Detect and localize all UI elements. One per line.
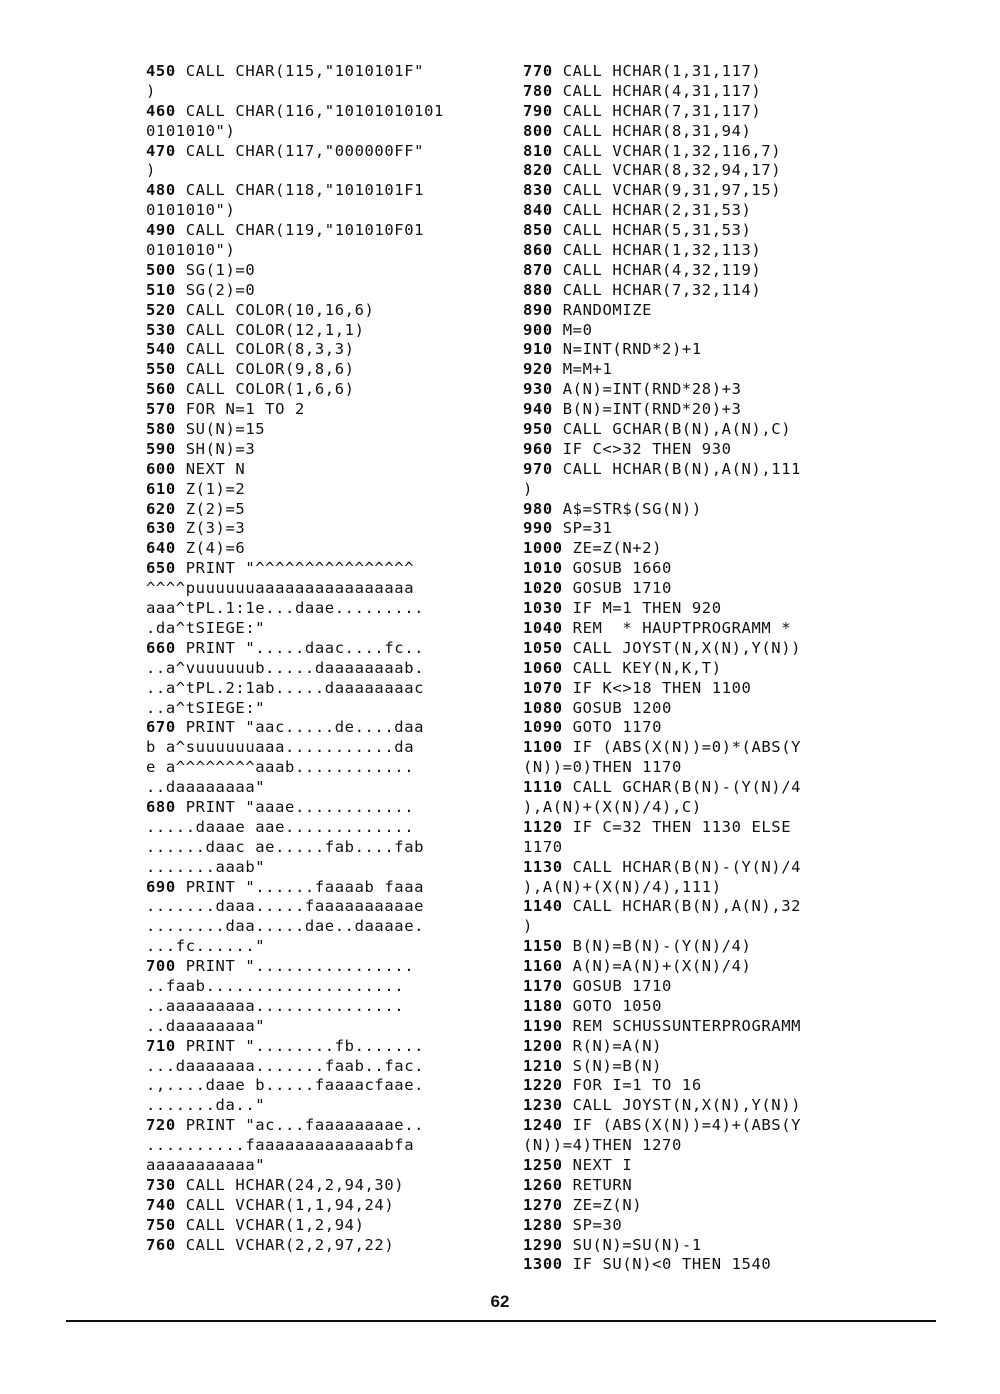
line-number: 640 (146, 539, 176, 558)
code-line: 1170 (523, 837, 563, 856)
statement: SH(N)=3 (175, 439, 256, 458)
code-line (523, 321, 801, 341)
statement: SU(N)=SU(N)-1 (562, 1235, 702, 1254)
line-number: 560 (146, 380, 176, 399)
code-line (523, 679, 801, 699)
code-line (523, 440, 801, 460)
statement: FOR N=1 TO 2 (175, 400, 305, 419)
code-line (523, 977, 801, 997)
code-line (146, 1116, 444, 1136)
line-number: 500 (146, 260, 176, 279)
statement: IF (ABS(X(N))=4)+(ABS(Y (562, 1116, 802, 1135)
statement: N=INT(RND*2)+1 (552, 340, 702, 359)
code-line (523, 639, 801, 659)
code-line (523, 559, 801, 579)
code-line (146, 559, 444, 579)
code-line: ..........faaaaaaaaaaaaabfa (146, 1136, 415, 1155)
statement: IF C<>32 THEN 930 (552, 439, 732, 458)
code-line: ) (146, 161, 156, 180)
line-number: 1040 (523, 618, 563, 637)
code-line: ) (523, 479, 533, 498)
line-number: 710 (146, 1036, 176, 1055)
code-line (146, 281, 444, 301)
line-number: 1220 (523, 1076, 563, 1095)
code-line: b a^suuuuuuaaa...........da (146, 738, 415, 757)
line-number: 980 (523, 499, 553, 518)
code-line: ..a^vuuuuuub.....daaaaaaaab. (146, 658, 425, 677)
statement: CALL HCHAR(2,31,53) (552, 201, 752, 220)
statement: NEXT I (562, 1155, 633, 1174)
line-number: 1120 (523, 817, 563, 836)
code-line (523, 818, 801, 838)
code-line (146, 639, 444, 659)
line-number: 590 (146, 439, 176, 458)
line-number: 1290 (523, 1235, 563, 1254)
code-line (146, 1216, 444, 1236)
code-line: ),A(N)+(X(N)/4),111) (523, 877, 722, 896)
code-line (146, 301, 444, 321)
code-line (146, 878, 444, 898)
statement: PRINT "^^^^^^^^^^^^^^^^ (175, 559, 415, 578)
line-number: 760 (146, 1235, 176, 1254)
code-line (146, 1236, 444, 1256)
code-line (523, 360, 801, 380)
line-number: 1160 (523, 957, 563, 976)
line-number: 690 (146, 877, 176, 896)
statement: SU(N)=15 (175, 420, 266, 439)
code-line (523, 699, 801, 719)
statement: CALL VCHAR(1,32,116,7) (552, 141, 782, 160)
code-line (146, 440, 444, 460)
line-number: 470 (146, 141, 176, 160)
line-number: 610 (146, 479, 176, 498)
code-line (523, 142, 801, 162)
code-line (523, 102, 801, 122)
statement: PRINT "aaae............ (175, 797, 415, 816)
code-line (523, 957, 801, 977)
statement: IF C=32 THEN 1130 ELSE (562, 817, 792, 836)
code-line (146, 1196, 444, 1216)
line-number: 890 (523, 300, 553, 319)
statement: RANDOMIZE (552, 300, 653, 319)
line-number: 520 (146, 300, 176, 319)
line-number: 1140 (523, 897, 563, 916)
statement: CALL CHAR(118,"1010101F1 (175, 181, 425, 200)
code-line (523, 1116, 801, 1136)
line-number: 1130 (523, 857, 563, 876)
line-number: 1170 (523, 976, 563, 995)
statement: B(N)=B(N)-(Y(N)/4) (562, 937, 752, 956)
code-line (146, 539, 444, 559)
code-line (146, 718, 444, 738)
line-number: 1090 (523, 718, 563, 737)
line-number: 650 (146, 559, 176, 578)
code-line (146, 460, 444, 480)
statement: IF (ABS(X(N))=0)*(ABS(Y (562, 738, 802, 757)
statement: GOSUB 1710 (562, 976, 672, 995)
statement: CALL HCHAR(4,31,117) (552, 81, 762, 100)
statement: CALL HCHAR(7,31,117) (552, 101, 762, 120)
statement: CALL COLOR(12,1,1) (175, 320, 365, 339)
statement: SP=31 (552, 519, 613, 538)
code-line (523, 937, 801, 957)
line-number: 940 (523, 400, 553, 419)
statement: CALL HCHAR(B(N)-(Y(N)/4 (562, 857, 802, 876)
code-line (146, 957, 444, 977)
line-number: 1110 (523, 778, 563, 797)
statement: CALL GCHAR(B(N),A(N),C) (552, 420, 792, 439)
line-number: 880 (523, 280, 553, 299)
line-number: 680 (146, 797, 176, 816)
statement: IF SU(N)<0 THEN 1540 (562, 1255, 772, 1274)
statement: GOSUB 1200 (562, 698, 672, 717)
statement: A(N)=A(N)+(X(N)/4) (562, 957, 752, 976)
code-line: .......daaa.....faaaaaaaaaae (146, 897, 425, 916)
line-number: 530 (146, 320, 176, 339)
line-number: 1050 (523, 638, 563, 657)
code-line (523, 1057, 801, 1077)
statement: IF K<>18 THEN 1100 (562, 678, 752, 697)
line-number: 1010 (523, 559, 563, 578)
statement: PRINT "aac.....de....daa (175, 718, 425, 737)
statement: PRINT "ac...faaaaaaaae.. (175, 1116, 425, 1135)
line-number: 1000 (523, 539, 563, 558)
statement: M=M+1 (552, 360, 613, 379)
statement: CALL VCHAR(2,2,97,22) (175, 1235, 395, 1254)
statement: PRINT "......faaaab faaa (175, 877, 425, 896)
code-line (523, 1037, 801, 1057)
code-line: ..faab.................... (146, 976, 405, 995)
code-line (146, 62, 444, 82)
code-line (523, 1176, 801, 1196)
statement: SG(1)=0 (175, 260, 256, 279)
code-line: 0101010") (146, 241, 236, 260)
line-number: 480 (146, 181, 176, 200)
line-number: 1240 (523, 1116, 563, 1135)
code-line (523, 181, 801, 201)
statement: CALL VCHAR(1,1,94,24) (175, 1195, 395, 1214)
line-number: 550 (146, 360, 176, 379)
line-number: 920 (523, 360, 553, 379)
statement: CALL HCHAR(4,32,119) (552, 260, 762, 279)
line-number: 970 (523, 459, 553, 478)
statement: CALL JOYST(N,X(N),Y(N)) (562, 638, 802, 657)
line-number: 660 (146, 638, 176, 657)
code-line: .da^tSIEGE:" (146, 618, 266, 637)
code-line (146, 380, 444, 400)
code-line (523, 82, 801, 102)
statement: NEXT N (175, 459, 246, 478)
line-number: 1190 (523, 1016, 563, 1035)
line-number: 1150 (523, 937, 563, 956)
line-number: 1180 (523, 996, 563, 1015)
code-line (523, 261, 801, 281)
line-number: 930 (523, 380, 553, 399)
line-number: 900 (523, 320, 553, 339)
line-number: 850 (523, 221, 553, 240)
code-line (146, 1037, 444, 1057)
code-line: ) (523, 917, 533, 936)
line-number: 670 (146, 718, 176, 737)
line-number: 830 (523, 181, 553, 200)
code-line: e a^^^^^^^^aaab............ (146, 758, 415, 777)
line-number: 1020 (523, 579, 563, 598)
code-line: ..aaaaaaaaa............... (146, 996, 405, 1015)
statement: CALL HCHAR(B(N),A(N),111 (552, 459, 802, 478)
line-number: 770 (523, 62, 553, 80)
code-line: .......aaab" (146, 857, 266, 876)
line-number: 1200 (523, 1036, 563, 1055)
code-line (146, 1176, 444, 1196)
statement: GOSUB 1660 (562, 559, 672, 578)
line-number: 990 (523, 519, 553, 538)
statement: CALL COLOR(8,3,3) (175, 340, 355, 359)
code-column-right (523, 62, 801, 1275)
statement: CALL GCHAR(B(N)-(Y(N)/4 (562, 778, 802, 797)
statement: Z(2)=5 (175, 499, 246, 518)
statement: CALL HCHAR(1,31,117) (552, 62, 762, 80)
code-line (523, 281, 801, 301)
line-number: 460 (146, 101, 176, 120)
code-line (523, 221, 801, 241)
statement: CALL CHAR(119,"101010F01 (175, 221, 425, 240)
line-number: 1100 (523, 738, 563, 757)
line-number: 790 (523, 101, 553, 120)
statement: CALL KEY(N,K,T) (562, 658, 722, 677)
statement: PRINT "........fb....... (175, 1036, 425, 1055)
line-number: 1300 (523, 1255, 563, 1274)
statement: S(N)=B(N) (562, 1056, 663, 1075)
code-line (523, 301, 801, 321)
line-number: 730 (146, 1175, 176, 1194)
footer-rule (66, 1320, 936, 1322)
statement: Z(4)=6 (175, 539, 246, 558)
code-line: ) (146, 81, 156, 100)
statement: IF M=1 THEN 920 (562, 599, 722, 618)
statement: CALL CHAR(115,"1010101F" (175, 62, 425, 80)
line-number: 1280 (523, 1215, 563, 1234)
code-line: ...fc......" (146, 937, 266, 956)
line-number: 1260 (523, 1175, 563, 1194)
line-number: 1060 (523, 658, 563, 677)
code-line (523, 460, 801, 480)
line-number: 580 (146, 420, 176, 439)
code-line: .,....daae b.....faaaacfaae. (146, 1076, 425, 1095)
code-line (523, 161, 801, 181)
line-number: 540 (146, 340, 176, 359)
line-number: 960 (523, 439, 553, 458)
line-number: 800 (523, 121, 553, 140)
code-line (523, 420, 801, 440)
statement: CALL HCHAR(7,32,114) (552, 280, 762, 299)
code-line: (N))=4)THEN 1270 (523, 1136, 682, 1155)
statement: CALL HCHAR(24,2,94,30) (175, 1175, 405, 1194)
statement: Z(3)=3 (175, 519, 246, 538)
line-number: 1270 (523, 1195, 563, 1214)
statement: GOSUB 1710 (562, 579, 672, 598)
statement: CALL VCHAR(9,31,97,15) (552, 181, 782, 200)
code-line (523, 997, 801, 1017)
statement: REM SCHUSSUNTERPROGRAMM (562, 1016, 802, 1035)
line-number: 820 (523, 161, 553, 180)
statement: FOR I=1 TO 16 (562, 1076, 702, 1095)
code-column-left (146, 62, 444, 1255)
code-line (523, 1196, 801, 1216)
code-line: (N))=0)THEN 1170 (523, 758, 682, 777)
line-number: 490 (146, 221, 176, 240)
line-number: 720 (146, 1116, 176, 1135)
line-number: 510 (146, 280, 176, 299)
code-line: aaaaaaaaaaa" (146, 1155, 266, 1174)
line-number: 740 (146, 1195, 176, 1214)
code-line (146, 519, 444, 539)
line-number: 620 (146, 499, 176, 518)
code-line (523, 1236, 801, 1256)
statement: CALL CHAR(117,"000000FF" (175, 141, 425, 160)
code-line (523, 599, 801, 619)
line-number: 780 (523, 81, 553, 100)
code-line: 0101010") (146, 121, 236, 140)
line-number: 950 (523, 420, 553, 439)
line-number: 840 (523, 201, 553, 220)
code-line: aaa^tPL.1:1e...daae......... (146, 599, 425, 618)
line-number: 870 (523, 260, 553, 279)
statement: ZE=Z(N) (562, 1195, 643, 1214)
code-line: ...daaaaaaa.......faab..fac. (146, 1056, 425, 1075)
statement: CALL JOYST(N,X(N),Y(N)) (562, 1096, 802, 1115)
code-line: ^^^^puuuuuuaaaaaaaaaaaaaaaa (146, 579, 415, 598)
line-number: 1210 (523, 1056, 563, 1075)
code-line (146, 102, 444, 122)
code-line: ..daaaaaaaa" (146, 778, 266, 797)
code-line (523, 858, 801, 878)
code-line (146, 321, 444, 341)
line-number: 630 (146, 519, 176, 538)
line-number: 1250 (523, 1155, 563, 1174)
statement: CALL VCHAR(1,2,94) (175, 1215, 365, 1234)
code-line (523, 62, 801, 82)
line-number: 1080 (523, 698, 563, 717)
statement: CALL HCHAR(B(N),A(N),32 (562, 897, 802, 916)
statement: CALL COLOR(1,6,6) (175, 380, 355, 399)
code-line (523, 1076, 801, 1096)
statement: CALL CHAR(116,"10101010101 (175, 101, 444, 120)
code-line (523, 519, 801, 539)
statement: CALL COLOR(10,16,6) (175, 300, 375, 319)
statement: A(N)=INT(RND*28)+3 (552, 380, 742, 399)
code-line (146, 400, 444, 420)
code-line (523, 1156, 801, 1176)
code-line (523, 718, 801, 738)
code-line (523, 500, 801, 520)
line-number: 700 (146, 957, 176, 976)
code-line: ......daac ae.....fab....fab (146, 837, 425, 856)
line-number: 570 (146, 400, 176, 419)
code-line (523, 1096, 801, 1116)
line-number: 810 (523, 141, 553, 160)
code-line: ..daaaaaaaa" (146, 1016, 266, 1035)
line-number: 750 (146, 1215, 176, 1234)
code-line: ..a^tPL.2:1ab.....daaaaaaaac (146, 678, 425, 697)
code-line (523, 1017, 801, 1037)
line-number: 910 (523, 340, 553, 359)
statement: R(N)=A(N) (562, 1036, 663, 1055)
code-line (146, 420, 444, 440)
code-line: ........daa.....dae..daaaae. (146, 917, 425, 936)
statement: GOTO 1170 (562, 718, 663, 737)
code-line (146, 261, 444, 281)
statement: CALL HCHAR(1,32,113) (552, 241, 762, 260)
line-number: 450 (146, 62, 176, 80)
code-line: .....daaae aae............. (146, 817, 415, 836)
statement: PRINT "................ (175, 957, 415, 976)
statement: REM * HAUPTPROGRAMM * (562, 618, 792, 637)
statement: CALL VCHAR(8,32,94,17) (552, 161, 782, 180)
statement: RETURN (562, 1175, 633, 1194)
page-number: 62 (490, 1292, 510, 1311)
code-line (523, 340, 801, 360)
code-line (523, 738, 801, 758)
code-line (146, 480, 444, 500)
code-line: 0101010") (146, 201, 236, 220)
code-line: ),A(N)+(X(N)/4),C) (523, 797, 702, 816)
statement: A$=STR$(SG(N)) (552, 499, 702, 518)
code-line (146, 340, 444, 360)
statement: M=0 (552, 320, 593, 339)
statement: SG(2)=0 (175, 280, 256, 299)
line-number: 860 (523, 241, 553, 260)
line-number: 600 (146, 459, 176, 478)
code-line (523, 579, 801, 599)
code-line (146, 500, 444, 520)
code-line (523, 201, 801, 221)
code-line (523, 539, 801, 559)
code-line (146, 181, 444, 201)
statement: PRINT ".....daac....fc.. (175, 638, 425, 657)
code-line (523, 1216, 801, 1236)
code-line (146, 798, 444, 818)
code-line (523, 897, 801, 917)
code-line (523, 122, 801, 142)
statement: CALL COLOR(9,8,6) (175, 360, 355, 379)
statement: CALL HCHAR(5,31,53) (552, 221, 752, 240)
code-line (523, 400, 801, 420)
code-line (523, 659, 801, 679)
statement: GOTO 1050 (562, 996, 663, 1015)
line-number: 1070 (523, 678, 563, 697)
code-line: .......da.." (146, 1096, 266, 1115)
code-line (523, 241, 801, 261)
code-line: ..a^tSIEGE:" (146, 698, 266, 717)
line-number: 1230 (523, 1096, 563, 1115)
code-line (146, 142, 444, 162)
code-line (523, 1255, 801, 1275)
statement: Z(1)=2 (175, 479, 246, 498)
code-line (146, 360, 444, 380)
statement: B(N)=INT(RND*20)+3 (552, 400, 742, 419)
statement: ZE=Z(N+2) (562, 539, 663, 558)
code-line (523, 380, 801, 400)
code-line (523, 619, 801, 639)
code-line (146, 221, 444, 241)
statement: SP=30 (562, 1215, 623, 1234)
line-number: 1030 (523, 599, 563, 618)
statement: CALL HCHAR(8,31,94) (552, 121, 752, 140)
code-line (523, 778, 801, 798)
